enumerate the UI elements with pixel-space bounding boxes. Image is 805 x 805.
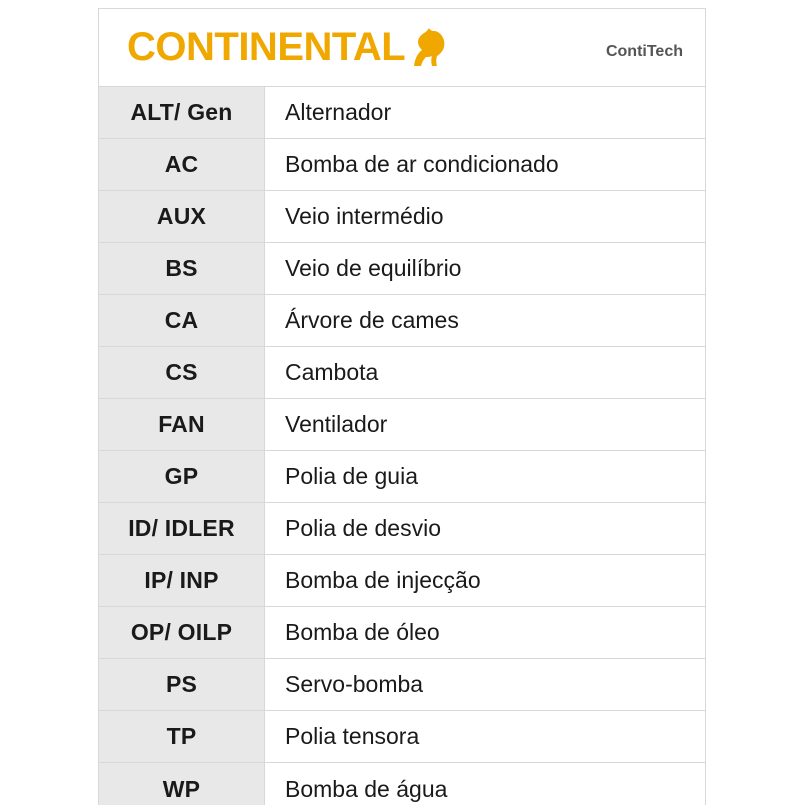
abbreviation-description-cell: Alternador — [265, 87, 705, 138]
brand-header — [99, 9, 705, 87]
abbreviation-code-cell: ID/ IDLER — [99, 503, 265, 554]
table-row — [99, 711, 705, 763]
abbreviation-description-cell: Bomba de ar condicionado — [265, 139, 705, 190]
table-row — [99, 555, 705, 607]
abbreviation-code-cell: GP — [99, 451, 265, 502]
abbreviation-code-cell: AC — [99, 139, 265, 190]
abbreviation-description-cell: Bomba de água — [265, 763, 705, 805]
abbreviation-description-cell: Polia de guia — [265, 451, 705, 502]
abbreviation-code-cell: TP — [99, 711, 265, 762]
table-row — [99, 347, 705, 399]
abbreviation-code-cell: CS — [99, 347, 265, 398]
table-row — [99, 87, 705, 139]
abbreviation-legend-table — [98, 8, 706, 805]
abbreviation-description-cell: Polia de desvio — [265, 503, 705, 554]
abbreviation-description-cell: Bomba de óleo — [265, 607, 705, 658]
abbreviation-code-cell: WP — [99, 763, 265, 805]
abbreviation-description-cell: Polia tensora — [265, 711, 705, 762]
abbreviation-code-cell: CA — [99, 295, 265, 346]
abbreviation-code-cell: PS — [99, 659, 265, 710]
abbreviation-code-cell: IP/ INP — [99, 555, 265, 606]
abbreviation-code-cell: ALT/ Gen — [99, 87, 265, 138]
abbreviation-description-cell: Servo-bomba — [265, 659, 705, 710]
abbreviation-description-cell: Ventilador — [265, 399, 705, 450]
abbreviation-description-cell: Veio de equilíbrio — [265, 243, 705, 294]
abbreviation-description-cell: Cambota — [265, 347, 705, 398]
abbreviation-description-cell: Veio intermédio — [265, 191, 705, 242]
table-row — [99, 503, 705, 555]
table-row — [99, 399, 705, 451]
contitech-sub-brand: ContiTech — [605, 43, 683, 60]
table-row — [99, 243, 705, 295]
abbreviation-code-cell: OP/ OILP — [99, 607, 265, 658]
continental-wordmark: CONTINENTAL — [127, 25, 406, 69]
table-row — [99, 139, 705, 191]
table-row — [99, 191, 705, 243]
abbreviation-description-cell: Árvore de cames — [265, 295, 705, 346]
abbreviation-code-cell: FAN — [99, 399, 265, 450]
abbreviation-code-cell: BS — [99, 243, 265, 294]
horse-logo-icon — [409, 27, 447, 67]
abbreviation-description-cell: Bomba de injecção — [265, 555, 705, 606]
table-row — [99, 607, 705, 659]
table-row — [99, 659, 705, 711]
legend-rows — [99, 87, 705, 805]
table-row — [99, 763, 705, 805]
table-row — [99, 295, 705, 347]
abbreviation-code-cell: AUX — [99, 191, 265, 242]
continental-logo — [127, 27, 447, 67]
table-row — [99, 451, 705, 503]
